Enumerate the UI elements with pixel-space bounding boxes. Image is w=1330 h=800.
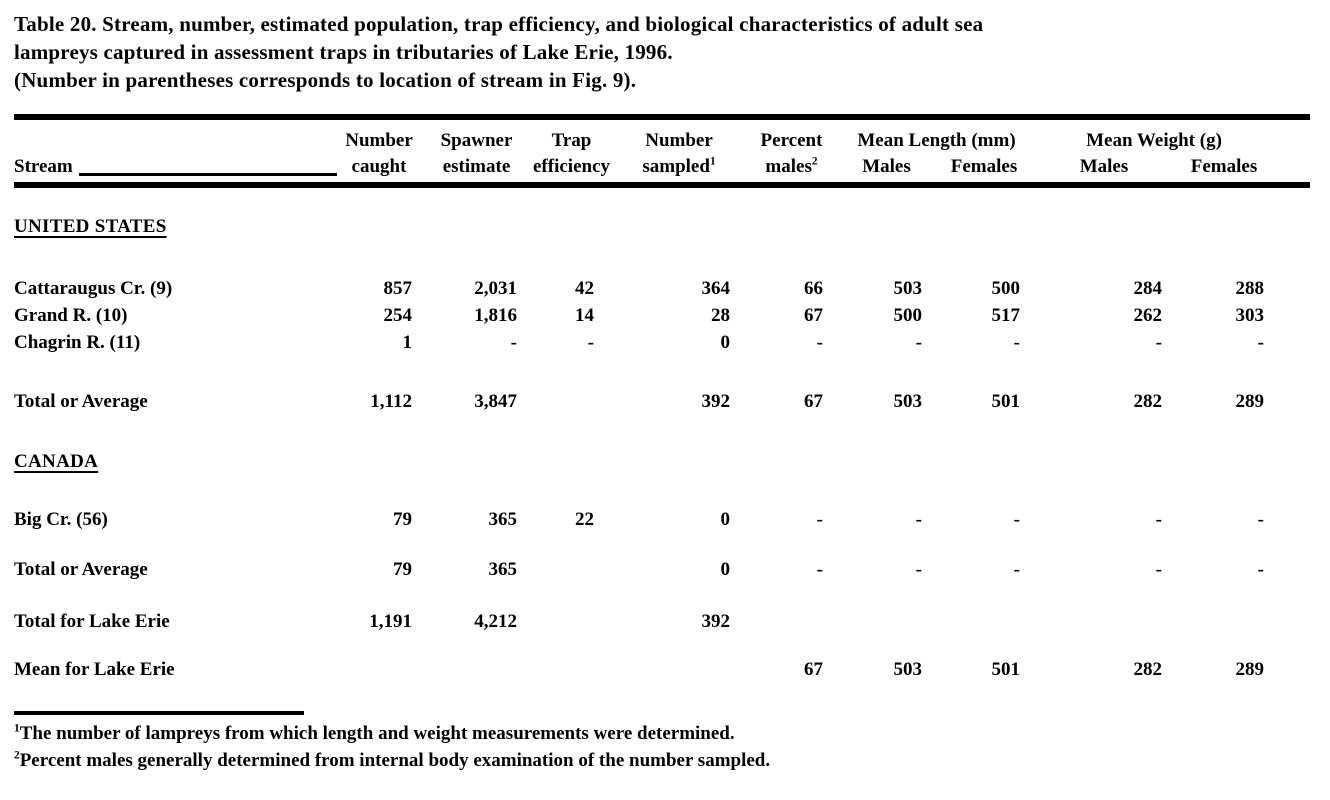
cell-mean-length-females: 501 [991,659,1020,680]
cell-mean-weight-males [1034,608,1174,635]
footnote-marker-1: 1 [709,155,716,168]
cell-number-caught: 1,191 [369,611,412,632]
title-note: (Number in parentheses corresponds to location of stream in Fig. 9). [14,68,637,92]
table-row-mean-lake-erie [14,656,1274,683]
cell-trap-efficiency: - [587,332,594,353]
footnotes [14,720,1312,774]
cell-spawner-estimate: - [510,332,517,353]
cell-mean-weight-females: 289 [1235,659,1264,680]
header-percent-males-l2 [744,154,839,180]
stream-name: Total for Lake Erie [14,611,170,632]
table-row-grand [14,302,1274,329]
cell-mean-length-males: - [915,509,922,530]
cell-number-sampled: 0 [720,332,730,353]
header-mw-males: Males [1079,156,1129,177]
cell-mean-weight-females: - [1257,559,1264,580]
cell-percent-males: - [816,332,823,353]
cell-mean-length-females: - [1013,509,1020,530]
cell-mean-length-females: 501 [991,391,1020,412]
stream-name: Grand R. (10) [14,305,128,326]
section-label: UNITED STATES [14,216,167,237]
cell-number-sampled: 28 [711,305,730,326]
cell-percent-males: 67 [804,659,823,680]
cell-number-sampled: 0 [720,509,730,530]
header-spawner-estimate-l2: estimate [442,156,511,177]
stream-name: Total or Average [14,559,148,580]
cell-mean-length-males: 503 [893,278,922,299]
section-row-united-states [14,213,1274,240]
cell-number-sampled: 392 [701,391,730,412]
header-percent-males-l1: Percent [760,130,823,151]
title-line-1: Table 20. Stream, number, estimated population, trap efficiency, and biological characteristics of adult sea [14,12,984,36]
header-trap-efficiency-l1: Trap [551,130,592,151]
cell-percent-males: - [816,509,823,530]
cell-number-caught: 1,112 [370,391,412,412]
cell-spawner-estimate [424,656,529,683]
cell-spawner-estimate: 365 [488,509,517,530]
cell-mean-weight-females [1174,608,1274,635]
cell-number-sampled: 392 [701,611,730,632]
stream-name: Chagrin R. (11) [14,332,141,353]
cell-trap-efficiency [529,388,614,415]
cell-trap-efficiency [529,556,614,583]
cell-mean-length-males: - [915,332,922,353]
header-number-sampled-l1: Number [645,130,713,151]
cell-trap-efficiency: 42 [575,278,594,299]
section-label: CANADA [14,451,99,472]
footnote-2-text: Percent males generally determined from internal body examination of the number sampled. [19,750,771,771]
header-ml-males: Males [862,156,911,177]
header-mw-females: Females [1190,156,1258,177]
cell-trap-efficiency: 22 [575,509,594,530]
table-row-total-lake-erie [14,608,1274,635]
table-title [14,10,1312,94]
table-row-total-canada [14,556,1274,583]
cell-mean-length-females: 517 [991,305,1020,326]
cell-percent-males: - [816,559,823,580]
cell-number-caught: 79 [393,509,412,530]
cell-mean-weight-females: 288 [1235,278,1264,299]
cell-number-sampled: 364 [701,278,730,299]
footnote-2 [14,747,1312,774]
cell-percent-males: 66 [804,278,823,299]
table-row-total-us [14,388,1274,415]
footnote-1 [14,720,1312,747]
cell-number-caught: 1 [402,332,412,353]
cell-mean-weight-females: - [1257,509,1264,530]
cell-mean-length-males [839,608,934,635]
stream-name: Cattaraugus Cr. (9) [14,278,173,299]
header-spacer [14,128,334,154]
cell-mean-weight-females: - [1257,332,1264,353]
header-number-caught-l2: caught [351,156,407,177]
cell-number-caught [334,656,424,683]
table-row-cattaraugus [14,275,1274,302]
cell-mean-length-females: 500 [991,278,1020,299]
cell-number-caught: 79 [393,559,412,580]
cell-number-caught: 254 [383,305,412,326]
cell-number-sampled [614,656,744,683]
cell-mean-weight-males: 282 [1133,391,1162,412]
cell-mean-length-males: - [915,559,922,580]
cell-mean-length-females: - [1013,332,1020,353]
header-row-2 [14,154,1274,180]
cell-mean-weight-females: 303 [1235,305,1264,326]
header-trap-efficiency-l2: efficiency [532,156,610,177]
header-stream-label: Stream [14,156,73,177]
title-line-2: lampreys captured in assessment traps in tributaries of Lake Erie, 1996. [14,40,673,64]
table-header [14,120,1312,180]
cell-spawner-estimate: 2,031 [474,278,517,299]
cell-percent-males: 67 [804,391,823,412]
cell-mean-weight-females: 289 [1235,391,1264,412]
cell-mean-weight-males: 282 [1133,659,1162,680]
table-row-big-cr [14,506,1274,533]
header-row-1 [14,128,1274,154]
cell-mean-length-males: 500 [893,305,922,326]
stream-name: Total or Average [14,391,148,412]
cell-spawner-estimate: 1,816 [474,305,517,326]
header-stream [14,154,334,180]
stream-header-fill-line [79,173,337,176]
cell-spawner-estimate: 3,847 [474,391,517,412]
header-ml-females: Females [950,156,1018,177]
header-number-sampled-l2 [614,154,744,180]
cell-spawner-estimate: 4,212 [474,611,517,632]
footnote-1-marker: 1 [14,722,20,735]
cell-mean-length-males: 503 [893,659,922,680]
cell-percent-males: 67 [804,305,823,326]
cell-percent-males [744,608,839,635]
cell-mean-length-females [934,608,1034,635]
cell-number-caught: 857 [383,278,412,299]
cell-trap-efficiency [529,608,614,635]
stream-name: Mean for Lake Erie [14,659,175,680]
cell-mean-length-males: 503 [893,391,922,412]
footnote-rule [14,711,304,715]
cell-number-sampled: 0 [720,559,730,580]
header-bottom-rule [14,182,1310,188]
cell-mean-weight-males: 262 [1133,305,1162,326]
stream-name: Big Cr. (56) [14,509,108,530]
header-spawner-estimate-l1: Spawner [440,130,513,151]
cell-trap-efficiency: 14 [575,305,594,326]
cell-mean-weight-males: 284 [1133,278,1162,299]
cell-mean-length-females: - [1013,559,1020,580]
cell-trap-efficiency [529,656,614,683]
cell-mean-weight-males: - [1155,559,1162,580]
header-mean-length-group: Mean Length (mm) [857,130,1016,151]
cell-mean-weight-males: - [1155,332,1162,353]
footnote-marker-2: 2 [811,155,818,168]
footnote-1-text: The number of lampreys from which length and weight measurements were determined. [19,723,735,744]
cell-mean-weight-males: - [1155,509,1162,530]
cell-spawner-estimate: 365 [488,559,517,580]
table-row-chagrin [14,329,1274,356]
footnote-2-marker: 2 [14,749,20,762]
header-percent-males-text: males [765,156,812,177]
header-number-sampled-text: sampled [642,156,710,177]
header-number-caught-l1: Number [345,130,413,151]
section-row-canada [14,448,1274,475]
header-mean-weight-group: Mean Weight (g) [1086,130,1222,151]
